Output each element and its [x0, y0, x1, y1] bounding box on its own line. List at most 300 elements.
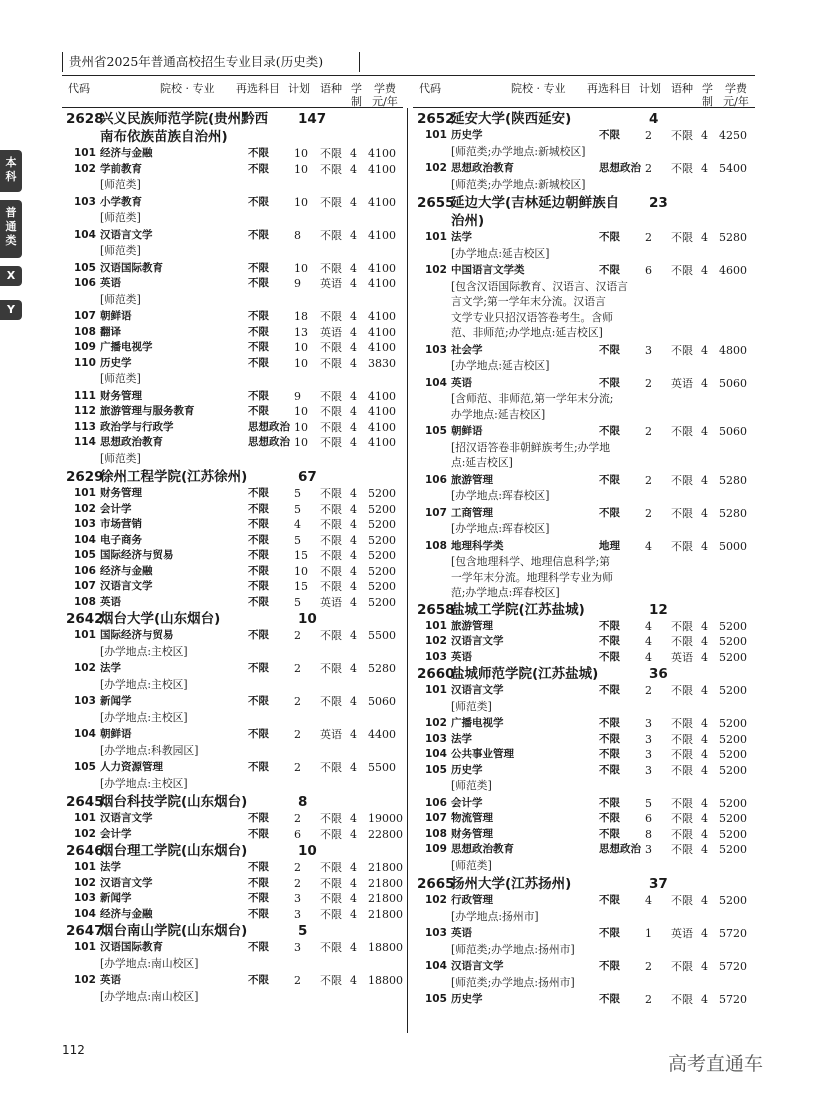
language: 不限 — [671, 425, 693, 438]
plan-count: 10 — [294, 405, 308, 418]
years: 4 — [701, 231, 708, 244]
tuition: 5200 — [368, 518, 396, 531]
years: 4 — [350, 195, 357, 209]
required-subject: 不限 — [248, 356, 269, 369]
language: 不限 — [671, 827, 693, 841]
major-name: 国际经济与贸易 — [100, 629, 174, 641]
language: 英语 — [671, 376, 693, 390]
tuition: 5200 — [368, 487, 396, 500]
major-row — [62, 195, 402, 211]
required-subject: 不限 — [248, 907, 269, 920]
language: 不限 — [320, 502, 342, 516]
major-note: [办学地点:主校区] — [100, 644, 188, 658]
tuition: 5280 — [719, 231, 747, 244]
required-subject: 不限 — [599, 796, 620, 809]
major-note: 点:延吉校区] — [451, 456, 513, 469]
language: 不限 — [320, 356, 342, 370]
tuition: 5720 — [719, 960, 747, 973]
major-name: 汉语言文学 — [451, 960, 504, 972]
required-subject: 不限 — [248, 405, 269, 417]
years: 4 — [701, 506, 708, 520]
major-name: 电子商务 — [100, 533, 142, 546]
major-code: 101 — [425, 619, 447, 632]
major-note: [师范类] — [100, 372, 141, 385]
major-row — [62, 876, 402, 892]
language: 不限 — [320, 420, 342, 434]
institution-name: 兴义民族师范学院(贵州黔西 — [100, 111, 269, 127]
years: 4 — [350, 420, 357, 434]
tuition: 4100 — [368, 195, 396, 209]
tuition: 5280 — [719, 506, 747, 520]
major-row — [413, 959, 755, 975]
major-name: 小学教育 — [100, 195, 142, 208]
years: 4 — [350, 876, 357, 890]
tuition: 5060 — [719, 425, 747, 438]
plan-count: 2 — [294, 974, 301, 987]
language: 不限 — [671, 162, 693, 175]
major-name: 广播电视学 — [100, 341, 153, 353]
major-row — [62, 517, 402, 533]
major-code: 101 — [74, 861, 96, 873]
major-code: 102 — [74, 662, 96, 674]
major-code: 101 — [425, 684, 447, 696]
major-code: 103 — [74, 518, 96, 530]
tab-y: Y — [0, 300, 22, 320]
col-code: 代码 — [68, 82, 90, 95]
major-row — [62, 564, 402, 580]
major-name: 汉语国际教育 — [100, 261, 163, 274]
tuition: 4100 — [368, 389, 396, 403]
institution-name: 烟台南山学院(山东烟台) — [100, 923, 248, 939]
plan-count: 2 — [294, 662, 301, 675]
language: 不限 — [320, 695, 342, 708]
col-years: 学制 — [702, 82, 713, 108]
language: 不限 — [320, 162, 342, 176]
tuition: 4100 — [368, 405, 396, 418]
major-name: 思想政治教育 — [100, 436, 163, 448]
major-code: 106 — [425, 473, 447, 486]
major-name: 经济与金融 — [100, 907, 153, 920]
major-row — [62, 309, 402, 325]
major-name: 英语 — [100, 277, 121, 289]
major-row — [413, 473, 755, 489]
tuition: 3830 — [368, 356, 396, 370]
major-row — [62, 595, 402, 611]
tuition: 21800 — [368, 907, 403, 921]
institution-code: 2658 — [417, 601, 455, 618]
years: 4 — [350, 502, 357, 516]
major-row — [62, 325, 402, 341]
major-row — [62, 389, 402, 405]
years: 4 — [350, 487, 357, 500]
major-note: [办学地点:主校区] — [100, 677, 188, 691]
institution-name: 扬州大学(江苏扬州) — [451, 876, 572, 892]
major-code: 105 — [425, 993, 447, 1005]
col-code: 代码 — [419, 82, 441, 95]
major-code: 102 — [74, 162, 96, 175]
plan-count: 2 — [645, 684, 652, 697]
tuition: 5200 — [719, 812, 747, 825]
plan-count: 3 — [294, 941, 301, 954]
major-name: 政治学与行政学 — [100, 420, 174, 433]
institution-name: 烟台理工学院(山东烟台) — [100, 843, 248, 859]
major-row — [413, 263, 755, 279]
required-subject: 思想政治 — [248, 420, 290, 433]
major-row — [62, 404, 402, 420]
major-name: 历史学 — [451, 129, 483, 141]
language: 不限 — [320, 436, 342, 449]
language: 不限 — [320, 580, 342, 593]
major-name: 汉语言文学 — [100, 876, 153, 889]
tuition: 5200 — [368, 580, 396, 593]
years: 4 — [701, 473, 708, 487]
major-code: 106 — [74, 277, 96, 289]
plan-count: 3 — [294, 907, 301, 921]
major-code: 104 — [74, 907, 96, 920]
years: 4 — [701, 619, 708, 633]
institution-heading — [413, 601, 755, 619]
required-subject: 不限 — [599, 748, 620, 760]
years: 4 — [350, 518, 357, 531]
plan-count: 2 — [294, 728, 301, 741]
major-code: 104 — [74, 228, 96, 241]
required-subject: 不限 — [248, 341, 269, 353]
major-name: 市场营销 — [100, 518, 142, 530]
major-row — [413, 992, 755, 1008]
required-subject: 不限 — [248, 195, 269, 208]
major-note: 言文学;第一学年末分流。汉语言 — [451, 295, 606, 308]
required-subject: 不限 — [599, 129, 620, 141]
major-code: 103 — [74, 695, 96, 707]
major-name: 历史学 — [100, 356, 132, 369]
major-row — [413, 827, 755, 843]
major-name: 会计学 — [100, 827, 132, 840]
col-subject: 再选科目 — [587, 82, 631, 95]
plan-count: 2 — [645, 993, 652, 1006]
language: 不限 — [671, 343, 693, 357]
plan-count: 5 — [294, 533, 301, 547]
required-subject: 不限 — [599, 717, 620, 729]
tuition: 5200 — [719, 827, 747, 841]
tuition: 5280 — [368, 662, 396, 675]
years: 4 — [701, 827, 708, 841]
major-note: [办学地点:扬州市] — [451, 909, 539, 923]
language: 不限 — [671, 732, 693, 746]
institution-code: 2628 — [66, 111, 104, 127]
page-number: 112 — [62, 1043, 85, 1057]
plan-count: 10 — [294, 261, 308, 275]
major-name: 英语 — [100, 974, 121, 986]
major-row — [413, 376, 755, 392]
plan-count: 9 — [294, 277, 301, 290]
major-code: 102 — [425, 894, 447, 906]
major-name: 法学 — [100, 662, 121, 674]
institution-code: 2645 — [66, 794, 104, 810]
plan-count: 3 — [294, 892, 301, 905]
tuition: 4100 — [368, 420, 396, 434]
years: 4 — [701, 812, 708, 825]
major-row — [413, 128, 755, 144]
major-code: 101 — [425, 231, 447, 243]
plan-count: 15 — [294, 549, 308, 562]
tuition: 5060 — [368, 695, 396, 708]
required-subject: 不限 — [599, 619, 620, 632]
tuition: 18800 — [368, 941, 403, 954]
major-code: 108 — [74, 595, 96, 608]
language: 不限 — [320, 892, 342, 905]
years: 4 — [701, 763, 708, 777]
major-name: 人力资源管理 — [100, 761, 163, 773]
plan-count: 4 — [645, 650, 652, 664]
plan-count: 13 — [294, 325, 308, 339]
major-name: 历史学 — [451, 993, 483, 1005]
plan-count: 4 — [645, 539, 652, 553]
major-code: 114 — [74, 436, 96, 448]
tuition: 4100 — [368, 325, 396, 339]
major-code: 105 — [425, 425, 447, 437]
major-code: 102 — [425, 717, 447, 729]
years: 4 — [701, 650, 708, 664]
years: 4 — [350, 549, 357, 562]
plan-count: 10 — [294, 420, 308, 434]
major-row — [62, 891, 402, 907]
major-code: 102 — [425, 264, 447, 276]
major-code: 101 — [425, 129, 447, 141]
tuition: 19000 — [368, 812, 403, 825]
years: 4 — [350, 162, 357, 176]
watermark: 高考直通车 — [668, 1053, 764, 1075]
institution-heading — [413, 875, 755, 893]
tuition: 4800 — [719, 343, 747, 357]
language: 不限 — [671, 506, 693, 520]
major-note: [办学地点:主校区] — [100, 710, 188, 724]
language: 不限 — [320, 518, 342, 531]
required-subject: 不限 — [248, 564, 269, 577]
tuition: 21800 — [368, 892, 403, 905]
plan-count: 5 — [294, 595, 301, 609]
plan-count: 2 — [294, 876, 301, 890]
plan-count: 10 — [294, 564, 308, 578]
language: 不限 — [320, 827, 342, 841]
years: 4 — [350, 436, 357, 449]
major-row — [413, 811, 755, 827]
tuition: 5200 — [719, 650, 747, 664]
plan-count: 2 — [645, 231, 652, 244]
major-code: 105 — [425, 763, 447, 776]
major-row — [62, 860, 402, 876]
years: 4 — [701, 927, 708, 940]
col-fee: 学费元/年 — [723, 82, 749, 108]
major-name: 会计学 — [100, 502, 132, 515]
major-name: 地理科学类 — [451, 539, 504, 552]
major-code: 104 — [425, 748, 447, 760]
years: 4 — [701, 635, 708, 648]
institution-plan-total: 23 — [649, 195, 668, 211]
major-row — [62, 228, 402, 244]
plan-count: 3 — [645, 343, 652, 357]
col-subject: 再选科目 — [236, 82, 280, 95]
years: 4 — [350, 812, 357, 825]
major-row — [62, 579, 402, 595]
major-note: [师范类] — [100, 211, 141, 224]
required-subject: 思想政治 — [599, 843, 641, 855]
language: 不限 — [671, 129, 693, 142]
header-rule — [62, 75, 755, 76]
major-row — [413, 343, 755, 359]
years: 4 — [350, 341, 357, 354]
major-row — [62, 356, 402, 372]
language: 不限 — [320, 876, 342, 890]
years: 4 — [701, 960, 708, 973]
major-code: 106 — [74, 564, 96, 577]
major-name: 国际经济与贸易 — [100, 549, 174, 561]
years: 4 — [350, 325, 357, 339]
required-subject: 不限 — [248, 389, 269, 402]
years: 4 — [350, 277, 357, 290]
major-name: 经济与金融 — [100, 147, 153, 159]
major-name: 财务管理 — [100, 389, 142, 402]
tuition: 5200 — [719, 894, 747, 907]
major-row — [413, 650, 755, 666]
tuition: 4100 — [368, 228, 396, 242]
column-header-rule-left — [62, 107, 403, 108]
major-row — [62, 502, 402, 518]
years: 4 — [701, 843, 708, 856]
language: 不限 — [320, 629, 342, 642]
required-subject: 不限 — [599, 684, 620, 696]
tuition: 5060 — [719, 376, 747, 390]
tuition: 5200 — [368, 564, 396, 578]
required-subject: 不限 — [599, 264, 620, 276]
institution-code: 2660 — [417, 666, 455, 682]
years: 4 — [350, 310, 357, 323]
required-subject: 不限 — [599, 473, 620, 486]
required-subject: 不限 — [248, 487, 269, 499]
years: 4 — [350, 629, 357, 642]
plan-count: 10 — [294, 356, 308, 370]
required-subject: 不限 — [248, 629, 269, 641]
years: 4 — [350, 147, 357, 160]
institution-name: 盐城师范学院(江苏盐城) — [451, 666, 599, 682]
major-code: 107 — [74, 580, 96, 592]
tuition: 4100 — [368, 261, 396, 275]
major-note: [办学地点:南山校区] — [100, 956, 199, 970]
major-note: [含师范、非师范,第一学年末分流; — [451, 392, 614, 405]
required-subject: 不限 — [599, 732, 620, 745]
col-years: 学制 — [351, 82, 362, 108]
language: 不限 — [671, 894, 693, 907]
plan-count: 6 — [294, 827, 301, 841]
column-divider — [407, 108, 408, 1033]
language: 英语 — [320, 728, 342, 741]
tuition: 5200 — [368, 533, 396, 547]
plan-count: 4 — [645, 894, 652, 907]
major-code: 101 — [74, 147, 96, 159]
major-name: 新闻学 — [100, 695, 132, 707]
major-code: 107 — [425, 812, 447, 824]
major-code: 106 — [425, 796, 447, 809]
required-subject: 不限 — [599, 343, 620, 356]
plan-count: 3 — [645, 763, 652, 777]
required-subject: 不限 — [599, 827, 620, 840]
major-row — [62, 973, 402, 989]
major-row — [413, 683, 755, 699]
plan-count: 9 — [294, 389, 301, 403]
column-header-rule-right — [413, 107, 755, 108]
major-row — [413, 716, 755, 732]
plan-count: 15 — [294, 580, 308, 593]
major-name: 新闻学 — [100, 892, 132, 904]
institution-heading — [413, 194, 755, 212]
years: 4 — [701, 129, 708, 142]
major-row — [62, 420, 402, 436]
major-code: 103 — [74, 892, 96, 904]
language: 不限 — [320, 812, 342, 825]
institution-name: 延边大学(吉林延边朝鲜族自 — [451, 195, 620, 211]
major-row — [413, 763, 755, 779]
major-code: 108 — [74, 325, 96, 338]
major-name: 物流管理 — [451, 812, 493, 824]
language: 不限 — [320, 405, 342, 418]
plan-count: 1 — [645, 927, 652, 940]
institution-code: 2646 — [66, 843, 104, 859]
plan-count: 5 — [294, 487, 301, 500]
major-name: 财务管理 — [100, 487, 142, 499]
required-subject: 不限 — [599, 993, 620, 1005]
years: 4 — [350, 827, 357, 841]
required-subject: 不限 — [248, 162, 269, 175]
institution-code: 2642 — [66, 611, 104, 627]
language: 不限 — [320, 761, 342, 774]
institution-name-continued: 南布依族苗族自治州) — [100, 129, 228, 145]
major-note: [师范类] — [451, 858, 492, 872]
years: 4 — [350, 907, 357, 921]
major-row — [62, 162, 402, 178]
tuition: 5200 — [719, 748, 747, 761]
major-code: 113 — [74, 420, 96, 433]
required-subject: 不限 — [599, 812, 620, 824]
tuition: 21800 — [368, 861, 403, 874]
major-row — [413, 842, 755, 858]
required-subject: 不限 — [248, 533, 269, 546]
major-row — [413, 926, 755, 942]
major-code: 104 — [74, 728, 96, 740]
major-code: 102 — [425, 635, 447, 647]
language: 不限 — [671, 748, 693, 761]
major-note: [办学地点:南山校区] — [100, 989, 199, 1003]
major-code: 104 — [425, 376, 447, 389]
major-name: 旅游管理 — [451, 473, 493, 486]
tuition: 5200 — [368, 502, 396, 516]
major-note: [师范类] — [100, 178, 141, 191]
major-code: 103 — [425, 650, 447, 663]
plan-count: 8 — [294, 228, 301, 242]
language: 不限 — [671, 763, 693, 777]
years: 4 — [350, 595, 357, 609]
institution-name: 徐州工程学院(江苏徐州) — [100, 469, 248, 485]
major-note: [办学地点:科教园区] — [100, 743, 199, 757]
col-lang: 语种 — [671, 82, 693, 95]
major-row — [62, 340, 402, 356]
institution-heading — [62, 922, 402, 940]
institution-plan-total: 10 — [298, 611, 317, 627]
major-row — [62, 940, 402, 956]
major-note: [师范类;办学地点:扬州市] — [451, 975, 575, 989]
plan-count: 10 — [294, 162, 308, 176]
major-row — [62, 146, 402, 162]
tab-x: X — [0, 266, 22, 286]
language: 不限 — [320, 941, 342, 954]
